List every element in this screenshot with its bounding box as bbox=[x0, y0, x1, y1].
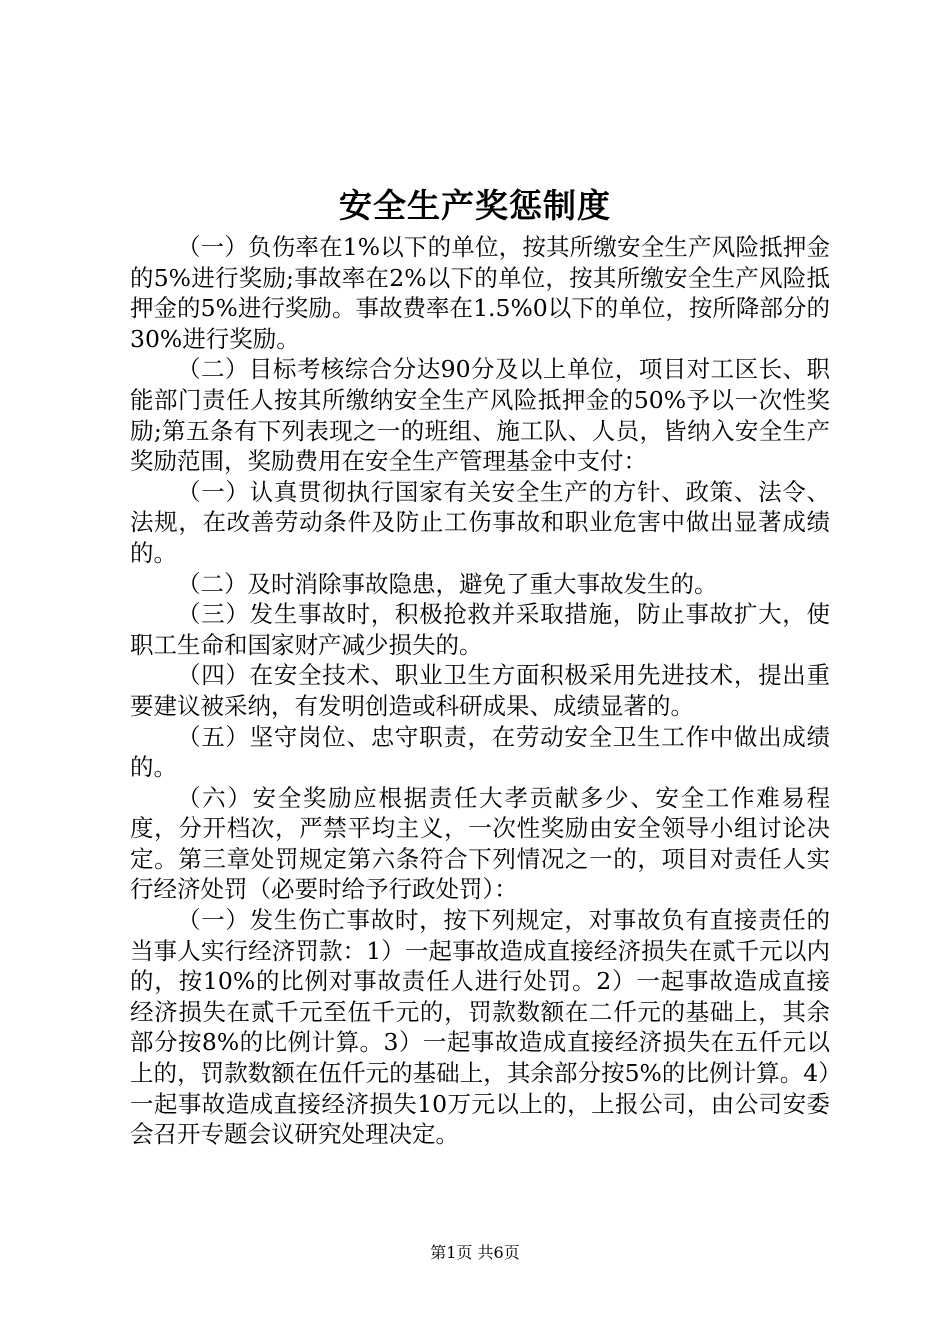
paragraph: （一）负伤率在1%以下的单位，按其所缴安全生产风险抵押金的5%进行奖励;事故率在2%以下的单位，按其所缴安全生产风险抵押金的5%进行奖励。事故费率在1.5%0以下的单位，按所降部分的30%进行奖励。 bbox=[130, 233, 830, 353]
page-footer: 第1页 共6页 bbox=[430, 1243, 520, 1262]
paragraph: （六）安全奖励应根据责任大孝贡献多少、安全工作难易程度，分开档次，严禁平均主义，一次性奖励由安全领导小组讨论决定。第三章处罚规定第六条符合下列情况之一的，项目对责任人实行经济处罚（必要时给予行政处罚）： bbox=[130, 783, 830, 904]
paragraph: （五）坚守岗位、忠守职责，在劳动安全卫生工作中做出成绩的。 bbox=[130, 722, 830, 782]
paragraph: （一）发生伤亡事故时，按下列规定，对事故负有直接责任的当事人实行经济罚款：1）一起事故造成直接经济损失在贰千元以内的，按10%的比例对事故责任人进行处罚。2）一起事故造成直接经济损失在贰千元至伍千元的，罚款数额在二仟元的基础上，其余部分按8%的比例计算。3）一起事故造成直接经济损失在五仟元以上的，罚款数额在伍仟元的基础上，其余部分按5%的比例计算。4）一起事故造成直接经济损失10万元以上的，上报公司，由公司安委会召开专题会议研究处理决定。 bbox=[130, 906, 830, 1149]
document-title: 安全生产奖惩制度 bbox=[339, 186, 611, 225]
paragraph: （二）及时消除事故隐患，避免了重大事故发生的。 bbox=[177, 569, 718, 598]
paragraph: （一）认真贯彻执行国家有关安全生产的方针、政策、法令、法规，在改善劳动条件及防止工伤事故和职业危害中做出显著成绩的。 bbox=[130, 477, 830, 567]
paragraph: （四）在安全技术、职业卫生方面积极采用先进技术，提出重要建议被采纳，有发明创造或科研成果、成绩显著的。 bbox=[130, 661, 830, 720]
paragraph: （二）目标考核综合分达90分及以上单位，项目对工区长、职能部门责任人按其所缴纳安全生产风险抵押金的50%予以一次性奖励;第五条有下列表现之一的班组、施工队、人员，皆纳入安全生产奖励范围，奖励费用在安全生产管理基金中支付： bbox=[130, 355, 830, 476]
paragraph: （三）发生事故时，积极抢救并采取措施，防止事故扩大，使职工生命和国家财产减少损失的。 bbox=[130, 600, 830, 659]
document-body bbox=[130, 232, 830, 1150]
